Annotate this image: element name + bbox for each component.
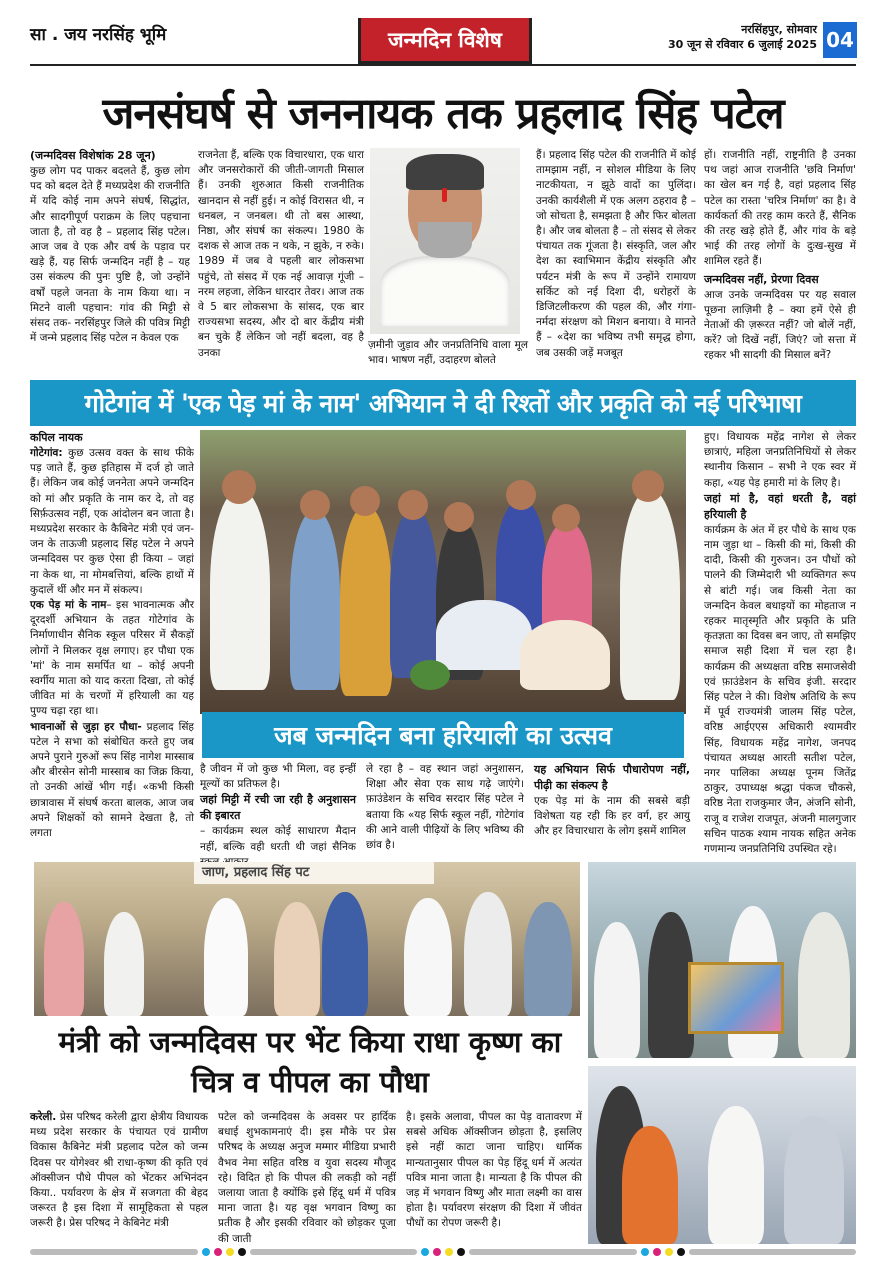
story2-below-col-3 — [534, 762, 690, 854]
story2-col1-b: – इस भावनात्मक और दूरदर्शी अभियान के तहत गोटेगांव के निर्माणाधीन सैनिक स्कूल परिसर में सैकड़ों लोगों ने मिलकर वृक्ष लगाए। हर पौधा एक 'मां' के नाम समर्पित था – कोई अपनी स्वर्गीय माता को याद करता दिखा, तो कोई जीवित मां के चरणों में हरियाली का यह पुण्य चढ़ा रहा था। — [30, 599, 194, 718]
footer-bar — [689, 1249, 857, 1255]
lead-col4-tail: आज उनके जन्मदिवस पर यह सवाल पूछना लाज़िमी है – क्या हमें ऐसे ही नेताओं की ज़रूरत नहीं? जो बोलें नहीं, करें? जो दिखें नहीं, जिएं? जो सत्ता में रहकर भी सादगी की मिसाल बनें? — [704, 288, 856, 362]
story2-byline: कपिल नायक — [30, 431, 83, 444]
magenta-dot — [653, 1248, 661, 1256]
photo-figure-head — [222, 470, 256, 504]
press-felicitation-photo — [34, 862, 580, 1016]
story3-column-2 — [218, 1110, 396, 1244]
story2-subhead-1: एक पेड़ मां के नाम — [30, 599, 107, 612]
lead-column-4 — [704, 148, 856, 374]
story3-headline: मंत्री को जन्मदिवस पर भेंट किया राधा कृष्ण का चित्र व पीपल का पौधा — [58, 1025, 562, 1099]
magenta-dot — [214, 1248, 222, 1256]
photo-figure — [524, 902, 572, 1016]
yellow-dot — [665, 1248, 673, 1256]
photo-figure — [620, 490, 680, 700]
photo-figure-head — [350, 486, 380, 516]
section-tag: जन्मदिन विशेष — [358, 18, 532, 64]
masthead — [0, 0, 889, 72]
lead-column-2 — [198, 148, 364, 374]
photo-figure — [210, 490, 270, 690]
felicitation-photo-2 — [588, 1066, 856, 1244]
photo-figure — [340, 506, 392, 696]
dateline — [668, 22, 817, 52]
photo-figure — [784, 1116, 844, 1244]
plantation-photo — [200, 430, 686, 714]
black-dot — [238, 1248, 246, 1256]
footer-bar — [250, 1249, 418, 1255]
radha-krishna-painting — [688, 962, 784, 1034]
backdrop-banner-text: जाण, प्रहलाद सिंह पट — [194, 862, 434, 884]
story2-below3-subhead: यह अभियान सिर्फ पौधारोपण नहीं, पीढ़ी का संकल्प है — [534, 763, 690, 792]
photo-figure — [274, 902, 320, 1016]
sapling — [410, 660, 450, 690]
photo-figure — [390, 508, 438, 678]
story2-headline-banner: गोटेगांव में 'एक पेड़ मां के नाम' अभियान ने दी रिश्तों और प्रकृति को नई परिभाषा — [30, 380, 856, 426]
page-number: 04 — [823, 22, 857, 58]
story2-dateline: गोटेगांव: — [30, 447, 63, 459]
story2-below3-text: एक पेड़ मां के नाम की सबसे बड़ी विशेषता यह रही कि हर वर्ग, हर आयु और हर विचारधारा के लोग इसमें शामिल — [534, 795, 690, 838]
photo-figure-head — [444, 502, 474, 532]
footer-registration-strip — [30, 1247, 856, 1257]
lead-col4-subhead: जन्मदिवस नहीं, प्रेरणा दिवस — [704, 272, 819, 286]
date-range: 30 जून से रविवार 6 जुलाई 2025 — [667, 38, 817, 51]
story2-below2-text: ले रहा है – वह स्थान जहां अनुशासन, शिक्षा और सेवा एक साथ गढ़े जाएंगे। फ़ाउंडेशन के सचिव सरदार सिंह पटेल ने बताया कि «यह सिर्फ स्कूल नहीं, गोटेगांव की आने वाली पीढ़ियों के लिए भविष्य की छांव है। — [366, 763, 524, 852]
story3-dateline: करेली. — [30, 1111, 57, 1123]
portrait-photo — [370, 148, 520, 334]
story2-below1-b: – कार्यक्रम स्थल कोई साधारण मैदान नहीं, बल्कि वही धरती थी जहां सैनिक — [200, 825, 356, 853]
photo-figure — [44, 902, 84, 1016]
portrait-hair — [406, 154, 484, 190]
story2-right-subhead: जहां मां है, वहां धरती है, वहां हरियाली है — [704, 491, 856, 521]
lead-headline: जनसंघर्ष से जननायक तक प्रहलाद सिंह पटेल — [102, 88, 784, 139]
story2-right-text: हुए। विधायक महेंद्र नागेश से लेकर छात्राएं, महिला जनप्रतिनिधियों से लेकर स्थानीय किसान – सभी ने एक स्वर में कहा, «यह पेड़ हमारी मां के लिए है। — [704, 431, 856, 489]
photo-figure — [798, 912, 850, 1058]
lead-col2-text: राजनेता हैं, बल्कि एक विचारधारा, एक धारा और जनसरोकारों की जीती-जागती मिसाल हैं। उनकी शुरुआत किसी राजनीतिक खानदान से नहीं हुई। न कोई विरासत थी, न धनबल, न जनबल। थी तो बस आस्था, निष्ठा, और संघर्ष का संकल्प। 1980 के दशक से आज तक न थके, न झुके, न रुके। 1989 में जब वे पहली बार लोकसभा पहुंचे, तो संसद में एक नई आवाज़ गूंजी – नरम लहजा, लेकिन धारदार तेवर। आज तक वे 5 बार लोकसभा के सांसद, एक बार राज्यसभा सदस्य, और दो बार केंद्रीय मंत्री बन चुके हैं लेकिन जो नहीं बदला, वह है उनका — [198, 149, 364, 359]
footer-bar — [469, 1249, 637, 1255]
portrait-kurta — [380, 256, 510, 326]
story2-right-text-b: कार्यक्रम के अंत में हर पौधे के साथ एक नाम जुड़ा था – किसी की मां, किसी की दादी, किसी की गुरुजन। उन पौधों को पालने की जिम्मेदारी भी व्यक्तिगत रूप से बांटी गई। जब किसी नेता का जन्मदिन केवल बधाइयों का मोहताज न रहकर मातृस्मृति और प्रकृति के प्रति कृतज्ञता का दिवस बन जाए, तो समझिए समाज सही दिशा में चल रहा है। कार्यक्रम की अध्यक्षता वरिष्ठ समाजसेवी एवं फ़ाउंडेशन के सचिव इंजी. सरदार सिंह पटेल ने की। विशेष अतिथि के रूप में पूर्व राज्यमंत्री जालम सिंह पटेल, वरिष्ठ आईएएस अधिकारी श्यामवीर सिंह, विधायक महेंद्र नागेश, जनपद पंचायत अध्यक्ष आरती सतीश पटेल, नगर पालिका अध्यक्ष पूनम जितेंद्र ठाकुर, उपाध्यक्ष श्रद्धा पंकज चौकसे, वरिष्ठ नेता राजकुमार जैन, अंजनि सोनी, राजू व राजेश राजपूत, अंजनी मालगुजार सचिन पाठक श्याम नायक सहित अनेक गणमान्य जनप्रतिनिधि उपस्थित रहे। — [704, 523, 856, 856]
story3-col3-text: है। इसके अलावा, पीपल का पेड़ वातावरण में सबसे अधिक ऑक्सीजन छोड़ता है, इसलिए इसे नहीं काटा जाना चाहिए। धार्मिक मान्यतानुसार पीपल का पेड़ हिंदू धर्म में अत्यंत पवित्र माना जाता है। मान्यता है कि पीपल की जड़ में भगवान विष्णु और माता लक्ष्मी का वास होता है। पर्यावरण संरक्षण की दिशा में जीवंत पौधों का रोपण जरूरी है। — [406, 1111, 582, 1230]
story2-col1-c: प्रहलाद सिंह पटेल ने सभा को संबोधित करते हुए जब अपने पुराने गुरुओं रूप सिंह नागेश मास्साब और बीरसेन सोनी मास्साब का जिक्र किया, तो उनकी आंखें भीग गईं। «कभी किसी छात्रावास में संघर्ष करता बालक, आज जब अपने शिक्षकों को सामने देखता है, तो लगता — [30, 720, 194, 840]
lead-column-1 — [30, 148, 190, 374]
black-dot — [677, 1248, 685, 1256]
portrait-caption: ज़मीनी जुड़ाव और जनप्रतिनिधि वाला मूल भाव। भाषण नहीं, उदाहरण बोलते — [368, 339, 528, 367]
story3-column-3 — [406, 1110, 582, 1244]
story2-subhead-2: भावनाओं से जुड़ा हर पौधा- — [30, 720, 142, 733]
plantation-photo-caption: जब जन्मदिन बना हरियाली का उत्सव — [202, 712, 684, 758]
cyan-dot — [641, 1248, 649, 1256]
photo-figure-head — [398, 490, 428, 520]
story2-below1-text: है जीवन में जो कुछ भी मिला, वह इन्हीं मूल्यों का प्रतिफल है। — [200, 763, 356, 791]
cyan-dot — [421, 1248, 429, 1256]
photo-figure — [594, 922, 640, 1058]
photo-figure-kneeling — [520, 620, 610, 690]
lead-dek: (जन्मदिवस विशेषांक 28 जून) — [30, 149, 156, 162]
story2-below-col-2 — [366, 762, 524, 854]
photo-figure — [404, 898, 452, 1016]
story2-below1-subhead: जहां मिट्टी में रची जा रही है अनुशासन की इबारत — [200, 793, 356, 823]
story2-column-1 — [30, 430, 194, 840]
photo-figure-head — [632, 470, 664, 502]
photo-figure — [622, 1126, 678, 1244]
lead-col1-text: कुछ लोग पद पाकर बदलते हैं, कुछ लोग पद को बदल देते हैं मध्यप्रदेश की राजनीति में यदि कोई नाम अपने संघर्ष, सिद्धांत, और सादगीपूर्ण पराक्रम के लिए पहचाना जाता है, तो वह है – प्रहलाद सिंह पटेल। आज जब वे एक और वर्ष के पड़ाव पर खड़े हैं, यह सिर्फ जन्मदिन नहीं है – यह उस संकल्प की पुनः पुष्टि है, जो उन्होंने वर्षों पहले जनता के नाम किया था। न मिटने वाली पहचान: गांव की मिट्टी से संसद तक- नरसिंहपुर जिले की पवित्र मिट्टी में जन्मे प्रहलाद सिंह पटेल न केवल एक — [30, 165, 190, 345]
lead-col4-text: हों। राजनीति नहीं, राष्ट्रनीति है उनका पथ जहां आज राजनीति 'छवि निर्माण' का खेल बन गई है, वहां प्रहलाद सिंह पटेल का रास्ता 'चरित्र निर्माण' का है। वे कार्यकर्ता की तरह काम करते हैं, सैनिक की तरह खड़े होते हैं, और गांव के बड़े भाई की तरह लोगों के दुःख-सुख में शामिल रहते हैं। — [704, 149, 856, 268]
photo-figure — [204, 898, 248, 1016]
publication-name: सा . जय नरसिंह भूमि — [30, 25, 167, 45]
story3-column-1 — [30, 1110, 208, 1244]
story3-col1-text: प्रेस परिषद करेली द्वारा क्षेत्रीय विधायक मध्य प्रदेश सरकार के पंचायत एवं ग्रामीण विकास कैबिनेट मंत्री प्रहलाद पटेल को जन्म दिवस पर योगेश्वर श्री राधा-कृष्ण की कृति एवं ऑक्सीजन पौधे पीपल को भेंटकर अभिनंदन किया.. पर्यावरण के क्षेत्र में सजगता की बेहद जरूरत है इस दिशा में सामूहिकता से पहल जरूरी है। प्रेस परिषद ने केबिनेट मंत्री — [30, 1111, 208, 1230]
magenta-dot — [433, 1248, 441, 1256]
portrait-beard — [418, 222, 472, 258]
masthead-rule — [30, 64, 856, 66]
photo-figure-kneeling — [436, 600, 532, 670]
yellow-dot — [226, 1248, 234, 1256]
cyan-dot — [202, 1248, 210, 1256]
photo-figure — [290, 510, 340, 690]
story2-col1-text: कुछ उत्सव वक्त के साथ फीके पड़ जाते हैं, कुछ इतिहास में दर्ज हो जाते हैं। लेकिन जब कोई जननेता अपने जन्मदिन को मां और प्रकृति के नाम कर दे, तो वह सिर्फ़उत्सव नहीं, एक आंदोलन बन जाता है। मध्यप्रदेश सरकार के कैबिनेट मंत्री एवं जन-जन के ताऊजी प्रहलाद सिंह पटेल ने अपने जन्मदिवस पर कुछ ऐसा ही किया – जहां ना केक था, ना मोमबत्तियां, बल्कि हाथों में कुदालें थीं और मन में संकल्प। — [30, 447, 194, 596]
painting-gift-photo — [588, 862, 856, 1058]
portrait-tilak — [442, 188, 447, 202]
photo-figure-head — [506, 480, 536, 510]
story2-right-column — [704, 430, 856, 854]
lead-column-3 — [536, 148, 696, 374]
photo-figure — [464, 892, 512, 1016]
footer-bar — [30, 1249, 198, 1255]
photo-figure — [104, 912, 144, 1016]
photo-figure-head — [552, 504, 580, 532]
photo-figure-head — [300, 490, 330, 520]
story2-below-col-1 — [200, 762, 356, 854]
photo-figure — [708, 1106, 764, 1244]
story3-col2-text: पटेल को जन्मदिवस के अवसर पर हार्दिक बधाई शुभकामनाएं दी। इस मौके पर प्रेस परिषद के अध्यक्ष अनुज मम्मार मीडिया प्रभारी वैभव नेमा सहित वरिष्ठ व युवा सदस्य मौजूद रहे। विदित हो कि पीपल की लकड़ी को नहीं जलाया जाता है क्योंकि इसे हिंदू धर्म में पवित्र माना जाता है। यह वृक्ष भगवान विष्णु का प्रतीक है और इसकी रविवार को छोड़कर पूजा की जाती — [218, 1111, 396, 1245]
photo-figure — [322, 892, 368, 1016]
black-dot — [457, 1248, 465, 1256]
place-day: नरसिंहपुर, सोमवार — [741, 23, 817, 36]
lead-col3-text: हैं। प्रहलाद सिंह पटेल की राजनीति में कोई तामझाम नहीं, न सोशल मीडिया के लिए नाटकीयता, न झूठे वादों का पुलिंदा। उनकी कार्यशैली में एक अलग ठहराव है – जो सोचता है, समझता है और फिर बोलता है। और जब बोलता है – तो संसद से लेकर पंचायत तक गूंजता है। संस्कृति, जल और देश का स्वाभिमान केंद्रीय संस्कृति और पर्यटन मंत्री के रूप में उन्होंने रामायण सर्किट को नई दिशा दी, धरोहरों के डिजिटलीकरण की पहल की, और गंगा-नर्मदा संरक्षण को मिशन बनाया। वे मानते हैं – «देश का भविष्य तभी समृद्ध होगा, जब उसकी जड़ें मजबूत — [536, 149, 696, 359]
yellow-dot — [445, 1248, 453, 1256]
